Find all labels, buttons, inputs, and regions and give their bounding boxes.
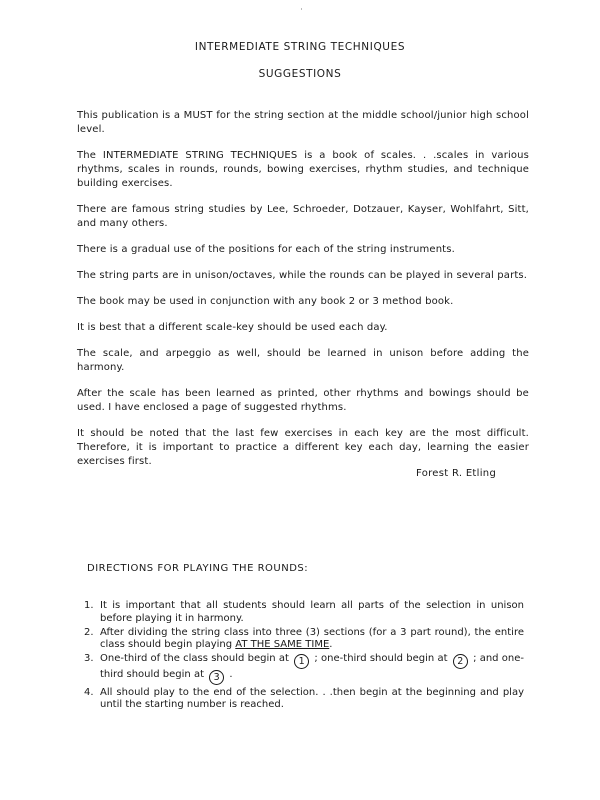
direction-item [84, 627, 524, 652]
suggestion-paragraph: The scale, and arpeggio as well, should be learned in unison before adding the harmony. [77, 348, 529, 373]
suggestion-paragraph: The INTERMEDIATE STRING TECHNIQUES is a book of scales. . .scales in various rhythms, scales in rounds, rounds, bowing exercises, rhythm studies, and technique building exercises. [77, 150, 529, 189]
suggestion-paragraph: There are famous string studies by Lee, Schroeder, Dotzauer, Kayser, Wohlfahrt, Sitt, and many others. [77, 204, 529, 229]
suggestion-paragraph: There is a gradual use of the positions for each of the string instruments. [77, 244, 455, 255]
direction-text-end: . [229, 669, 233, 680]
direction-emphasis: AT THE SAME TIME [235, 639, 330, 650]
direction-number: 1. [84, 600, 94, 611]
direction-number: 4. [84, 686, 94, 698]
direction-number: 2. [84, 626, 94, 638]
suggestion-paragraph: It should be noted that the last few exercises in each key are the most difficult. Therefore, it is important to practice a different key each day, learning the easier exercises first. [77, 428, 529, 467]
direction-text: All should play to the end of the selection. . .then begin at the beginning and play until the starting number is reached. [100, 686, 524, 710]
scan-mark [301, 8, 302, 10]
suggestion-paragraph: It is best that a different scale-key should be used each day. [77, 322, 388, 333]
suggestion-paragraph: This publication is a MUST for the string section at the middle school/junior high school level. [77, 110, 529, 135]
document-title: INTERMEDIATE STRING TECHNIQUES [194, 41, 406, 53]
circled-number-1: 1 [294, 654, 309, 669]
direction-text: One-third of the class should begin at [100, 653, 289, 664]
direction-text: It is important that all students should learn all parts of the selection in unison before playing it in harmony. [100, 600, 524, 624]
direction-item [84, 653, 524, 685]
directions-heading: DIRECTIONS FOR PLAYING THE ROUNDS: [87, 563, 309, 574]
suggestion-paragraph: The book may be used in conjunction with any book 2 or 3 method book. [77, 296, 454, 307]
author-signature: Forest R. Etling [416, 468, 497, 479]
direction-text: ; one-third should begin at [314, 653, 448, 664]
suggestions-body [77, 109, 529, 481]
direction-text: After dividing the string class into three (3) sections (for a 3 part round), the entire class should begin playing [100, 626, 524, 650]
direction-item [84, 600, 524, 625]
directions-list [84, 600, 524, 713]
direction-number: 3. [84, 653, 94, 664]
section-heading-suggestions: SUGGESTIONS [258, 68, 342, 80]
direction-item [84, 687, 524, 712]
direction-text-end: . [329, 639, 333, 650]
suggestion-paragraph: After the scale has been learned as printed, other rhythms and bowings should be used. I have enclosed a page of suggested rhythms. [77, 388, 529, 413]
circled-number-3: 3 [209, 670, 224, 685]
circled-number-2: 2 [453, 654, 468, 669]
suggestion-paragraph: The string parts are in unison/octaves, while the rounds can be played in several parts. [77, 270, 528, 281]
direction-text: ; and one-third should begin at [100, 653, 524, 680]
